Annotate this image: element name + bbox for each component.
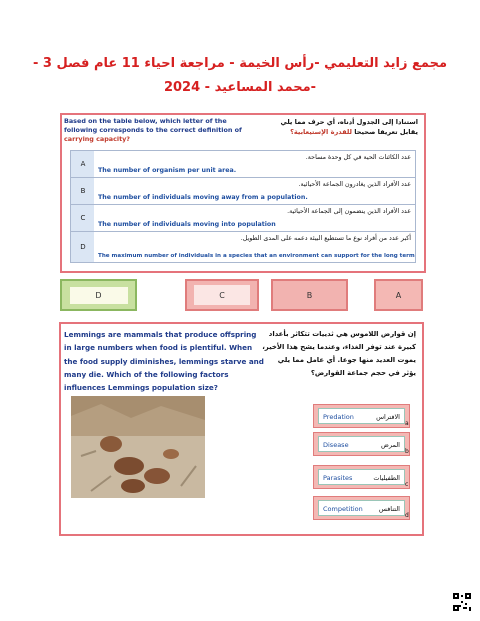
option-letter: C <box>70 204 96 232</box>
choice-disease[interactable] <box>313 432 410 456</box>
option-row-a <box>70 150 416 176</box>
choice-english: Predation <box>323 413 354 421</box>
option-arabic: أكبر عدد من أفراد نوع ما تستطيع البيئة دعمه على المدى الطويل. <box>240 235 411 242</box>
choice-parasites[interactable] <box>313 465 410 489</box>
choice-competition[interactable] <box>313 496 410 520</box>
option-row-d <box>70 231 416 261</box>
qr-code-icon <box>453 593 471 611</box>
choice-arabic: التنافس <box>378 505 400 513</box>
question-1-arabic-keyword: للقدرة الإستيعابية؟ <box>290 128 352 136</box>
option-english: The number of individuals moving away from a population. <box>98 194 308 201</box>
choice-english: Disease <box>323 441 349 449</box>
page-title: مجمع زايد التعليمي -رأس الخيمة - مراجعة احياء 11 عام فصل 3 - <box>33 56 447 71</box>
choice-letter: b <box>405 448 409 455</box>
question-1-english-keyword: carrying capacity? <box>64 135 131 143</box>
choice-arabic: الطفيليات <box>373 474 400 482</box>
question-1-arabic-text: استنادا إلى الجدول أدناه، أي حرف مما يلي يقابل تعريفا صحيحا <box>280 118 418 136</box>
option-body <box>94 177 416 205</box>
choice-letter: a <box>405 420 409 427</box>
option-row-c <box>70 204 416 230</box>
answer-label: B <box>306 290 313 300</box>
answer-button-d[interactable] <box>60 279 137 311</box>
answer-label: C <box>194 285 250 305</box>
option-body <box>94 231 416 263</box>
answer-label: D <box>70 287 128 304</box>
choice-inner <box>318 436 405 452</box>
option-row-b <box>70 177 416 203</box>
option-arabic: عدد الأفراد الذين يغادرون الجماعة الأحيائية. <box>298 181 411 188</box>
option-body <box>94 150 416 178</box>
answer-button-c[interactable] <box>185 279 259 311</box>
question-1-english <box>64 117 254 144</box>
choice-english: Competition <box>323 505 363 513</box>
question-2-arabic: إن قوارض اللاموس هي ثدييات تتكاثر بأعداد كبيرة عند توفر الغذاء، وعندما يشح هذا الأخير، يموت العديد منها جوعا. أي عامل مما يلي يؤثر في حجم جماعة القوارض؟ <box>262 330 416 377</box>
option-letter: A <box>70 150 96 178</box>
choice-inner <box>318 469 405 485</box>
choice-english: Parasites <box>323 474 353 482</box>
choice-predation[interactable] <box>313 404 410 428</box>
option-letter: B <box>70 177 96 205</box>
choice-arabic: الافتراس <box>376 413 400 421</box>
option-arabic: عدد الأفراد الذين ينضمون إلى الجماعة الأحيائية. <box>287 208 411 215</box>
option-letter: D <box>70 231 96 263</box>
choice-letter: c <box>405 481 409 488</box>
answer-button-a[interactable] <box>374 279 423 311</box>
lemmings-photo <box>71 396 205 498</box>
choice-inner <box>318 500 405 516</box>
choice-letter: d <box>405 512 409 519</box>
question-2-english: Lemmings are mammals that produce offspring in large numbers when food is plentiful. When the food supply diminishes, lemmings starve and many die. Which of the following factors influences Lemmings population size? <box>64 330 264 393</box>
choice-inner <box>318 408 405 424</box>
option-english: The maximum number of individuals in a species that an environment can support for the long term <box>98 253 415 259</box>
option-english: The number of organism per unit area. <box>98 167 237 174</box>
question-1-arabic <box>262 117 418 137</box>
option-arabic: عدد الكائنات الحية في كل وحدة مساحة. <box>305 154 411 161</box>
question-1-english-text: Based on the table below, which letter of the following corresponds to the correct definition of <box>64 117 242 134</box>
answer-button-b[interactable] <box>271 279 348 311</box>
option-english: The number of individuals moving into population <box>98 221 276 228</box>
answer-label: A <box>395 290 402 300</box>
choice-arabic: المرض <box>381 441 400 449</box>
page-subtitle: -محمد المساعيد - 2024 <box>163 80 317 95</box>
option-body <box>94 204 416 232</box>
